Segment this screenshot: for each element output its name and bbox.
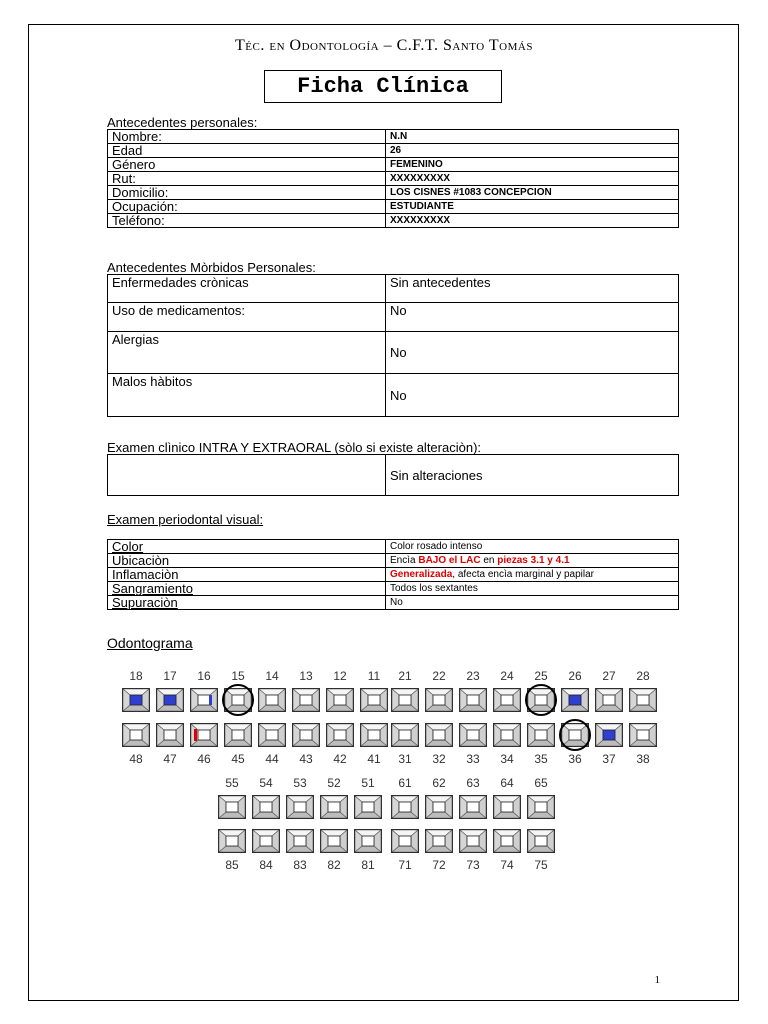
highlight-text: Generalizada <box>390 569 453 580</box>
table-row <box>108 540 679 554</box>
row-label: Rut: <box>108 172 386 186</box>
tooth-43[interactable] <box>292 723 320 747</box>
exam-heading: Examen clìnico INTRA Y EXTRAORAL (sòlo si existe alteraciòn): <box>107 440 482 455</box>
tooth-83[interactable] <box>286 829 314 853</box>
tooth-number: 65 <box>534 776 548 790</box>
tooth-number: 73 <box>466 858 480 872</box>
row-value: No <box>386 303 679 332</box>
tooth-64[interactable] <box>493 795 521 819</box>
tooth-number: 81 <box>361 858 375 872</box>
tooth-number: 61 <box>398 776 412 790</box>
row-label: Teléfono: <box>108 214 386 228</box>
tooth-number: 16 <box>197 669 211 683</box>
tooth-45[interactable] <box>224 723 252 747</box>
tooth-number: 14 <box>265 669 279 683</box>
tooth-number: 75 <box>534 858 548 872</box>
tooth-number: 64 <box>500 776 514 790</box>
tooth-number: 21 <box>398 669 412 683</box>
page-header: Téc. en Odontología – C.F.T. Santo Tomás <box>235 37 533 54</box>
tooth-number: 62 <box>432 776 446 790</box>
tooth-26[interactable] <box>561 688 589 712</box>
row-value: XXXXXXXXX <box>386 172 679 186</box>
tooth-number: 46 <box>197 752 211 766</box>
tooth-16[interactable] <box>190 688 218 712</box>
circle-mark <box>525 684 557 716</box>
row-value: XXXXXXXXX <box>386 214 679 228</box>
personal-table <box>107 129 679 228</box>
tooth-number: 47 <box>163 752 177 766</box>
row-value: No <box>386 374 679 417</box>
exam-table <box>107 454 679 496</box>
tooth-number: 36 <box>568 752 582 766</box>
odontogram-heading: Odontograma <box>107 635 193 651</box>
tooth-31[interactable] <box>391 723 419 747</box>
tooth-number: 26 <box>568 669 582 683</box>
tooth-number: 25 <box>534 669 548 683</box>
tooth-number: 23 <box>466 669 480 683</box>
tooth-48[interactable] <box>122 723 150 747</box>
tooth-number: 33 <box>466 752 480 766</box>
tooth-number: 41 <box>367 752 381 766</box>
tooth-54[interactable] <box>252 795 280 819</box>
tooth-number: 27 <box>602 669 616 683</box>
row-label: Ocupación: <box>108 200 386 214</box>
text-part: , afecta encìa marginal y papilar <box>452 569 595 580</box>
tooth-number: 53 <box>293 776 307 790</box>
tooth-13[interactable] <box>292 688 320 712</box>
table-row <box>108 275 679 303</box>
tooth-number: 11 <box>367 669 381 683</box>
exam-empty-cell <box>108 455 386 496</box>
tooth-number: 83 <box>293 858 307 872</box>
circle-mark <box>559 719 591 751</box>
table-row <box>108 554 679 568</box>
tooth-number: 13 <box>299 669 313 683</box>
tooth-47[interactable] <box>156 723 184 747</box>
tooth-85[interactable] <box>218 829 246 853</box>
tooth-51[interactable] <box>354 795 382 819</box>
row-value: Sin alteraciones <box>386 455 679 496</box>
row-value: Color rosado intenso <box>386 540 679 554</box>
tooth-number: 51 <box>361 776 375 790</box>
tooth-38[interactable] <box>629 723 657 747</box>
tooth-number: 28 <box>636 669 650 683</box>
tooth-46[interactable] <box>190 723 218 747</box>
page-number: 1 <box>654 974 660 986</box>
table-row <box>108 172 679 186</box>
table-row <box>108 186 679 200</box>
text-part: Encìa <box>390 555 419 566</box>
tooth-21[interactable] <box>391 688 419 712</box>
tooth-11[interactable] <box>360 688 388 712</box>
tooth-number: 84 <box>259 858 273 872</box>
tooth-number: 35 <box>534 752 548 766</box>
row-value: No <box>386 596 679 610</box>
tooth-27[interactable] <box>595 688 623 712</box>
tooth-81[interactable] <box>354 829 382 853</box>
tooth-17[interactable] <box>156 688 184 712</box>
row-value: 26 <box>386 144 679 158</box>
tooth-number: 54 <box>259 776 273 790</box>
tooth-14[interactable] <box>258 688 286 712</box>
row-label: Malos hàbitos <box>108 374 386 417</box>
row-label: Nombre: <box>108 130 386 144</box>
row-value: LOS CISNES #1083 CONCEPCION <box>386 186 679 200</box>
row-label: Sangramiento <box>108 582 386 596</box>
morbid-heading: Antecedentes Mòrbidos Personales: <box>107 260 316 275</box>
tooth-41[interactable] <box>360 723 388 747</box>
tooth-12[interactable] <box>326 688 354 712</box>
tooth-44[interactable] <box>258 723 286 747</box>
table-row <box>108 582 679 596</box>
tooth-75[interactable] <box>527 829 555 853</box>
tooth-52[interactable] <box>320 795 348 819</box>
row-label: Enfermedades crònicas <box>108 275 386 303</box>
tooth-71[interactable] <box>391 829 419 853</box>
table-row <box>108 200 679 214</box>
perio-heading: Examen periodontal visual: <box>107 512 264 527</box>
tooth-number: 22 <box>432 669 446 683</box>
table-row <box>108 144 679 158</box>
tooth-number: 31 <box>398 752 412 766</box>
tooth-number: 38 <box>636 752 650 766</box>
tooth-33[interactable] <box>459 723 487 747</box>
tooth-number: 71 <box>398 858 412 872</box>
row-label: Color <box>108 540 386 554</box>
table-row <box>108 332 679 374</box>
tooth-number: 44 <box>265 752 279 766</box>
tooth-62[interactable] <box>425 795 453 819</box>
table-row <box>108 214 679 228</box>
tooth-number: 17 <box>163 669 177 683</box>
tooth-72[interactable] <box>425 829 453 853</box>
tooth-number: 43 <box>299 752 313 766</box>
tooth-53[interactable] <box>286 795 314 819</box>
row-value: Todos los sextantes <box>386 582 679 596</box>
tooth-number: 48 <box>129 752 143 766</box>
tooth-82[interactable] <box>320 829 348 853</box>
perio-table <box>107 539 679 610</box>
table-row <box>108 455 679 496</box>
tooth-number: 55 <box>225 776 239 790</box>
page-title: Ficha Clínica <box>264 70 502 103</box>
tooth-number: 18 <box>129 669 143 683</box>
tooth-23[interactable] <box>459 688 487 712</box>
row-value: No <box>386 332 679 374</box>
tooth-34[interactable] <box>493 723 521 747</box>
row-label: Alergias <box>108 332 386 374</box>
tooth-37[interactable] <box>595 723 623 747</box>
row-value: Sin antecedentes <box>386 275 679 303</box>
row-value: ESTUDIANTE <box>386 200 679 214</box>
row-value <box>386 554 679 568</box>
tooth-55[interactable] <box>218 795 246 819</box>
tooth-42[interactable] <box>326 723 354 747</box>
tooth-63[interactable] <box>459 795 487 819</box>
morbid-table <box>107 274 679 417</box>
row-value: FEMENINO <box>386 158 679 172</box>
tooth-number: 24 <box>500 669 514 683</box>
row-label: Domicilio: <box>108 186 386 200</box>
row-value <box>386 568 679 582</box>
tooth-number: 45 <box>231 752 245 766</box>
table-row <box>108 303 679 332</box>
row-label: Inflamaciòn <box>108 568 386 582</box>
tooth-number: 52 <box>327 776 341 790</box>
tooth-number: 15 <box>231 669 245 683</box>
tooth-65[interactable] <box>527 795 555 819</box>
tooth-number: 85 <box>225 858 239 872</box>
text-part: en <box>480 555 498 566</box>
table-row <box>108 130 679 144</box>
tooth-number: 63 <box>466 776 480 790</box>
tooth-number: 32 <box>432 752 446 766</box>
tooth-number: 37 <box>602 752 616 766</box>
row-label: Supuraciòn <box>108 596 386 610</box>
tooth-28[interactable] <box>629 688 657 712</box>
row-label: Ubicaciòn <box>108 554 386 568</box>
circle-mark <box>222 684 254 716</box>
highlight-text: BAJO el LAC <box>418 555 481 566</box>
tooth-number: 74 <box>500 858 514 872</box>
tooth-number: 72 <box>432 858 446 872</box>
row-value: N.N <box>386 130 679 144</box>
tooth-74[interactable] <box>493 829 521 853</box>
tooth-18[interactable] <box>122 688 150 712</box>
table-row <box>108 568 679 582</box>
tooth-32[interactable] <box>425 723 453 747</box>
tooth-73[interactable] <box>459 829 487 853</box>
tooth-number: 34 <box>500 752 514 766</box>
tooth-number: 42 <box>333 752 347 766</box>
tooth-number: 12 <box>333 669 347 683</box>
personal-heading: Antecedentes personales: <box>107 115 258 130</box>
table-row <box>108 158 679 172</box>
row-label: Uso de medicamentos: <box>108 303 386 332</box>
tooth-84[interactable] <box>252 829 280 853</box>
row-label: Edad <box>108 144 386 158</box>
tooth-22[interactable] <box>425 688 453 712</box>
tooth-61[interactable] <box>391 795 419 819</box>
row-label: Género <box>108 158 386 172</box>
table-row <box>108 374 679 417</box>
highlight-text: piezas 3.1 y 4.1 <box>497 555 570 566</box>
tooth-number: 82 <box>327 858 341 872</box>
tooth-24[interactable] <box>493 688 521 712</box>
table-row <box>108 596 679 610</box>
tooth-35[interactable] <box>527 723 555 747</box>
